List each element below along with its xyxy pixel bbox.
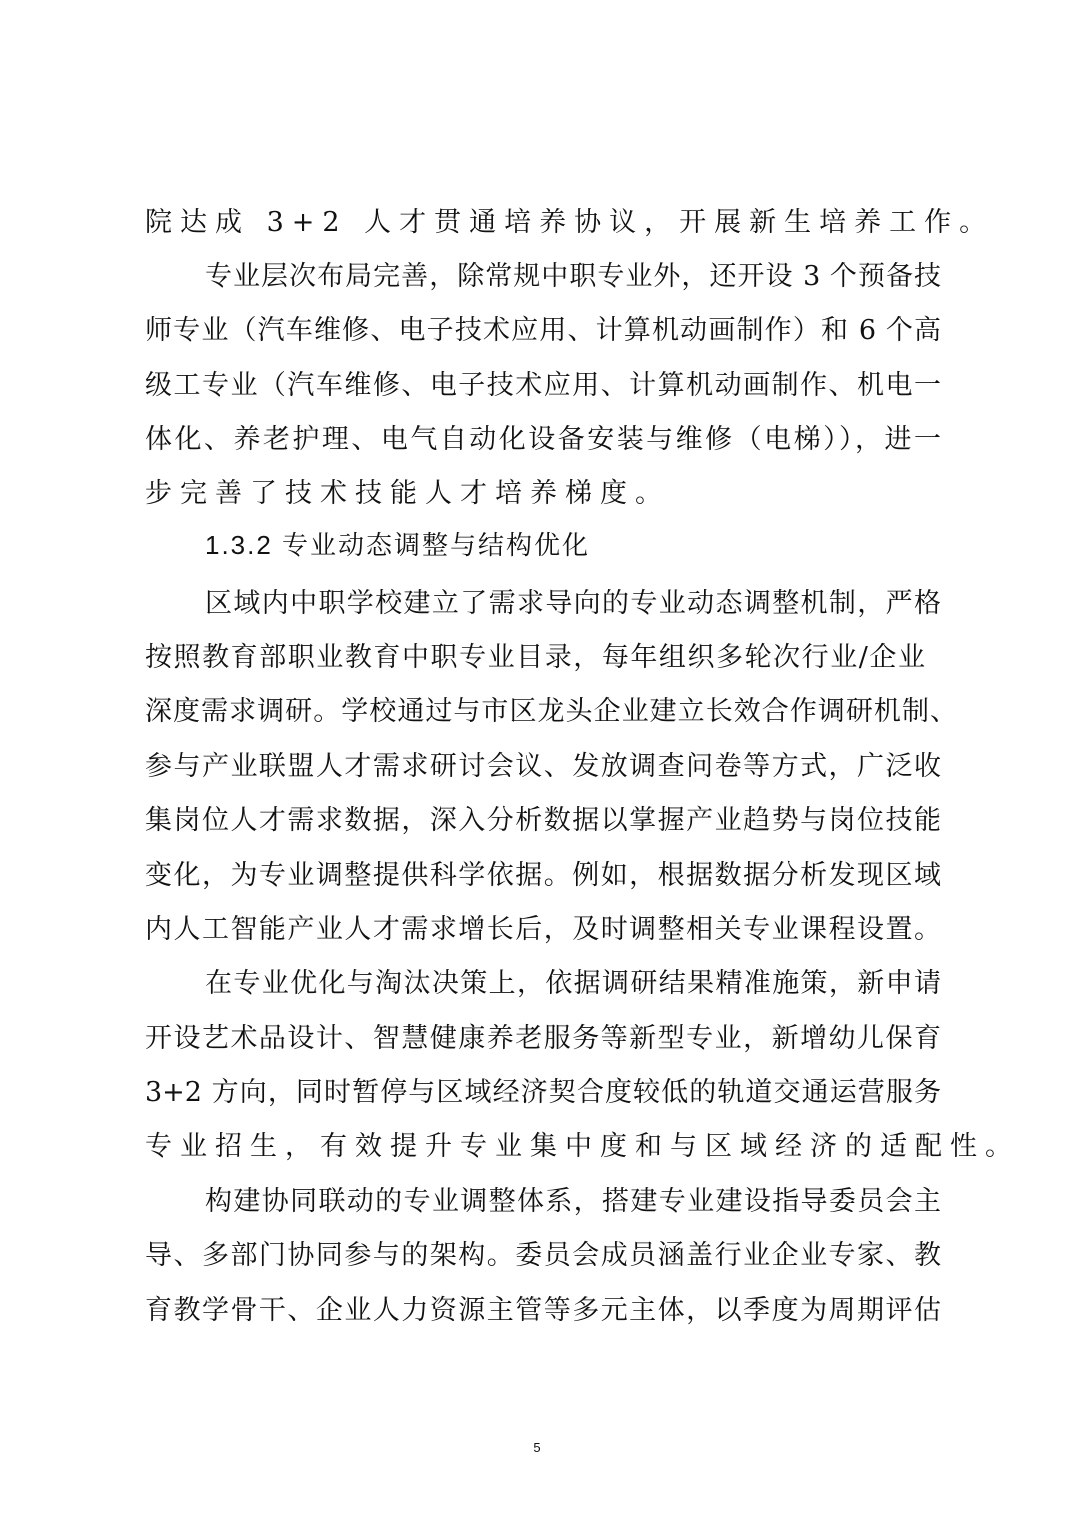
- text-line: 集岗位人才需求数据，深入分析数据以掌握产业趋势与岗位技能: [145, 805, 941, 836]
- text-line: 师专业（汽车维修、电子技术应用、计算机动画制作）和 6 个高: [145, 315, 941, 346]
- text-line: 体化、养老护理、电气自动化设备安装与维修（电梯）），进一: [145, 424, 941, 455]
- text-line: 步完善了技术技能人才培养梯度。: [145, 478, 670, 509]
- text-line: 参与产业联盟人才需求研讨会议、发放调查问卷等方式，广泛收: [145, 751, 941, 782]
- text-line: 院达成 3+2 人才贯通培养协议，开展新生培养工作。: [145, 207, 995, 238]
- text-line: 按照教育部职业教育中职专业目录，每年组织多轮次行业/企业: [145, 642, 925, 673]
- paragraph-first-line: 区域内中职学校建立了需求导向的专业动态调整机制，严格: [205, 588, 941, 619]
- text-line: 专业招生，有效提升专业集中度和与区域经济的适配性。: [145, 1131, 1020, 1162]
- text-line: 级工专业（汽车维修、电子技术应用、计算机动画制作、机电一: [145, 370, 941, 401]
- section-heading: 1.3.2 专业动态调整与结构优化: [205, 530, 591, 560]
- text-line: 育教学骨干、企业人力资源主管等多元主体，以季度为周期评估: [145, 1295, 941, 1326]
- text-line: 深度需求调研。学校通过与市区龙头企业建立长效合作调研机制、: [145, 696, 957, 727]
- paragraph-first-line: 构建协同联动的专业调整体系，搭建专业建设指导委员会主: [205, 1186, 941, 1217]
- text-line: 导、多部门协同参与的架构。委员会成员涵盖行业企业专家、教: [145, 1240, 941, 1271]
- paragraph-first-line: 专业层次布局完善，除常规中职专业外，还开设 3 个预备技: [205, 261, 941, 292]
- paragraph-first-line: 在专业优化与淘汰决策上，依据调研结果精准施策，新申请: [205, 968, 941, 999]
- text-line: 内人工智能产业人才需求增长后，及时调整相关专业课程设置。: [145, 914, 941, 945]
- text-line: 变化，为专业调整提供科学依据。例如，根据数据分析发现区域: [145, 860, 941, 891]
- page-number: 5: [533, 1440, 541, 1455]
- text-line: 开设艺术品设计、智慧健康养老服务等新型专业，新增幼儿保育: [145, 1023, 941, 1054]
- text-line: 3+2 方向，同时暂停与区域经济契合度较低的轨道交通运营服务: [145, 1077, 941, 1108]
